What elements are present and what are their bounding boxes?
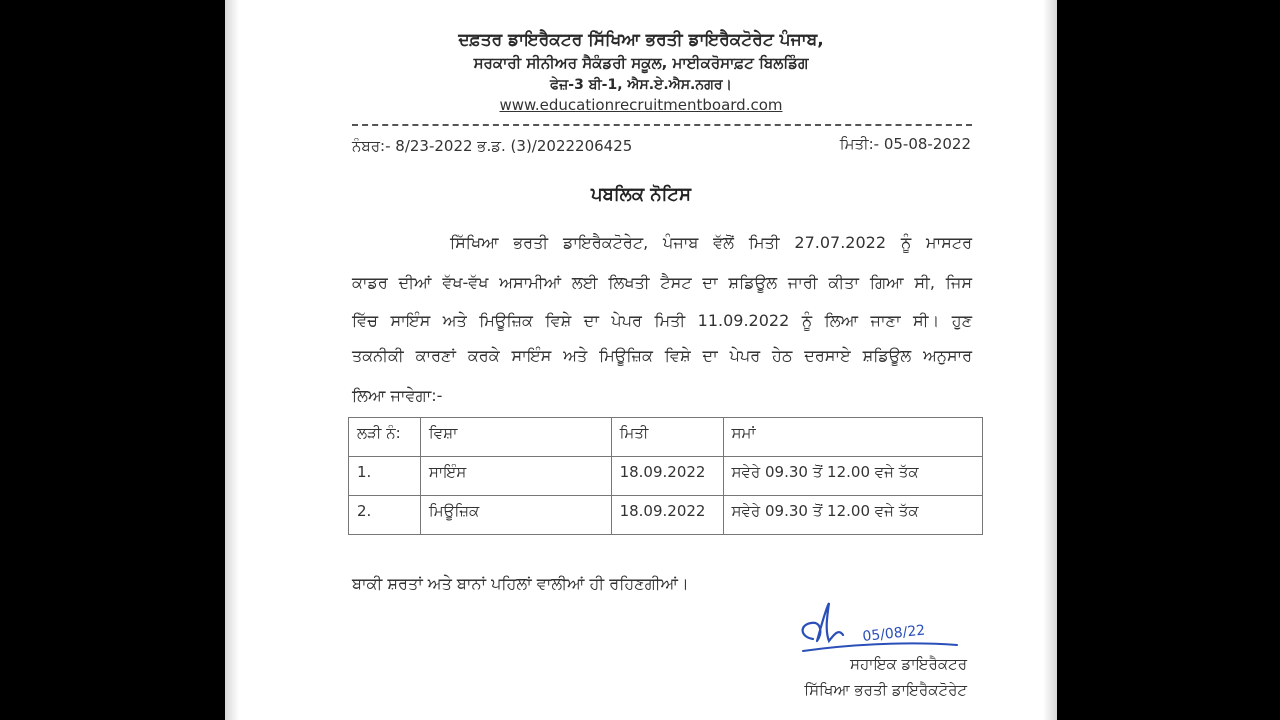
office-location: ਫੇਜ਼-3 ਬੀ-1, ਐਸ.ਏ.ਐਸ.ਨਗਰ। bbox=[550, 77, 732, 93]
header-date: ਮਿਤੀ bbox=[611, 418, 723, 457]
body-paragraph-line: ਤਕਨੀਕੀ ਕਾਰਣਾਂ ਕਰਕੇ ਸਾਇੰਸ ਅਤੇ ਮਿਊਜ਼ਿਕ ਵਿਸ਼ੇ ਦਾ ਪੇਪਰ ਹੇਠ ਦਰਸਾਏ ਸ਼ਡਿਊਲ ਅਨੁਸਾਰ bbox=[352, 346, 972, 365]
cell-time: ਸਵੇਰੇ 09.30 ਤੋਂ 12.00 ਵਜੇ ਤੱਕ bbox=[723, 496, 982, 535]
handwritten-signature bbox=[795, 597, 965, 657]
paper-shadow-left bbox=[225, 0, 239, 720]
table-row bbox=[349, 457, 983, 496]
header-divider bbox=[352, 124, 972, 126]
paper-shadow-right bbox=[1043, 0, 1057, 720]
cell-serial: 1. bbox=[349, 457, 421, 496]
exam-schedule-table bbox=[348, 417, 983, 535]
document-page bbox=[225, 0, 1057, 720]
header-time: ਸਮਾਂ bbox=[723, 418, 982, 457]
cell-subject: ਮਿਊਜ਼ਿਕ bbox=[420, 496, 611, 535]
table-row bbox=[349, 496, 983, 535]
closing-note: ਬਾਕੀ ਸ਼ਰਤਾਂ ਅਤੇ ਬਾਨਾਂ ਪਹਿਲਾਂ ਵਾਲੀਆਂ ਹੀ ਰਹਿਣਗੀਆਂ। bbox=[352, 574, 689, 593]
signatory-department: ਸਿੱਖਿਆ ਭਰਤੀ ਡਾਇਰੈਕਟੋਰੇਟ bbox=[804, 681, 967, 699]
body-paragraph-line: ਵਿੱਚ ਸਾਇੰਸ ਅਤੇ ਮਿਊਜ਼ਿਕ ਵਿਸ਼ੇ ਦਾ ਪੇਪਰ ਮਿਤੀ 11.09.2022 ਨੂੰ ਲਿਆ ਜਾਣਾ ਸੀ। ਹੁਣ bbox=[352, 311, 972, 330]
signatory-title: ਸਹਾਇਕ ਡਾਇਰੈਕਟਰ bbox=[849, 655, 967, 673]
body-paragraph-line: ਲਿਆ ਜਾਵੇਗਾ:- bbox=[352, 386, 443, 405]
website-link[interactable]: www.educationrecruitmentboard.com bbox=[499, 96, 783, 114]
office-heading: ਦਫ਼ਤਰ ਡਾਇਰੈਕਟਰ ਸਿੱਖਿਆ ਭਰਤੀ ਡਾਇਰੈਕਟੋਰੇਟ ਪੰਜਾਬ, bbox=[458, 30, 824, 50]
body-paragraph-line: ਸਿੱਖਿਆ ਭਰਤੀ ਡਾਇਰੈਕਟੋਰੇਟ, ਪੰਜਾਬ ਵੱਲੋਂ ਮਿਤੀ 27.07.2022 ਨੂੰ ਮਾਸਟਰ bbox=[450, 233, 972, 252]
header-subject: ਵਿਸ਼ਾ bbox=[420, 418, 611, 457]
signature-date: 05/08/22 bbox=[861, 622, 926, 645]
cell-date: 18.09.2022 bbox=[611, 457, 723, 496]
header-serial: ਲੜੀ ਨੰ: bbox=[349, 418, 421, 457]
table-header-row bbox=[349, 418, 983, 457]
cell-date: 18.09.2022 bbox=[611, 496, 723, 535]
body-paragraph-line: ਕਾਡਰ ਦੀਆਂ ਵੱਖ-ਵੱਖ ਅਸਾਮੀਆਂ ਲਈ ਲਿਖਤੀ ਟੈਸਟ ਦਾ ਸ਼ਡਿਊਲ ਜਾਰੀ ਕੀਤਾ ਗਿਆ ਸੀ, ਜਿਸ bbox=[352, 273, 972, 292]
notice-title: ਪਬਲਿਕ ਨੋਟਿਸ bbox=[591, 184, 691, 205]
cell-time: ਸਵੇਰੇ 09.30 ਤੋਂ 12.00 ਵਜੇ ਤੱਕ bbox=[723, 457, 982, 496]
reference-number: ਨੰਬਰ:- 8/23-2022 ਭ.ਡ. (3)/2022206425 bbox=[352, 137, 633, 155]
cell-serial: 2. bbox=[349, 496, 421, 535]
reference-date: ਮਿਤੀ:- 05-08-2022 bbox=[839, 135, 971, 153]
cell-subject: ਸਾਇੰਸ bbox=[420, 457, 611, 496]
office-address: ਸਰਕਾਰੀ ਸੀਨੀਅਰ ਸੈਕੰਡਰੀ ਸਕੂਲ, ਮਾਈਕਰੋਸਾਫ਼ਟ ਬਿਲਡਿੰਗ bbox=[473, 54, 809, 72]
